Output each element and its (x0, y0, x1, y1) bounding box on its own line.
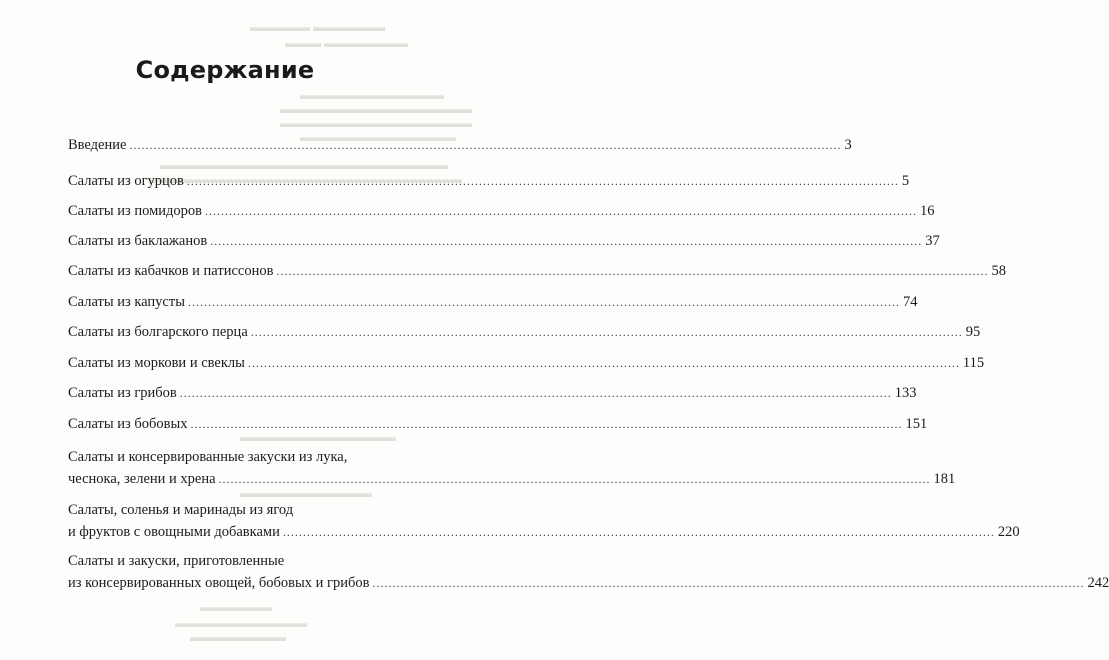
dot-leader (251, 321, 963, 343)
dot-leader (248, 352, 960, 374)
dot-leader (372, 572, 1084, 594)
toc-entry-title: Салаты из моркови и свеклы (68, 355, 245, 371)
dot-leader (129, 134, 841, 156)
show-through-text: ▬▬▬ ▬▬▬▬▬▬▬ (285, 36, 408, 50)
toc-entry (68, 382, 917, 404)
toc-entry-page: 115 (962, 355, 985, 371)
toc-entry (68, 321, 981, 343)
toc-entry-page: 133 (894, 385, 917, 401)
toc-entry-page: 37 (925, 233, 940, 249)
toc-entry (68, 170, 910, 192)
toc-entry-title: из консервированных овощей, бобовых и грибов (68, 575, 370, 591)
show-through-text: ▬▬▬▬▬▬▬▬▬▬▬▬▬▬▬▬▬▬▬▬▬▬▬▬ (160, 158, 448, 172)
toc-entry (68, 499, 1020, 543)
toc-entry-page: 74 (902, 294, 918, 310)
show-through-text: ▬▬▬▬▬▬▬▬▬▬▬▬▬▬▬▬ (280, 102, 472, 116)
toc-entry-page: 220 (997, 524, 1020, 540)
dot-leader (205, 200, 917, 222)
toc-entry (68, 446, 956, 490)
show-through-text: ▬▬▬▬▬▬▬▬▬▬▬ (240, 486, 372, 500)
toc-entry-page: 16 (920, 203, 935, 219)
toc-entry-title-line1: Салаты, соленья и маринады из ягод (68, 502, 294, 518)
dot-leader (276, 260, 988, 282)
show-through-text: ▬▬▬▬▬▬▬▬▬▬▬▬ (300, 88, 444, 102)
toc-entry-title: Салаты из кабачков и патиссонов (68, 263, 274, 279)
show-through-text: ▬▬▬▬▬▬▬▬▬▬▬ (175, 616, 307, 630)
toc-entry-title: Салаты из грибов (68, 385, 177, 401)
toc-entry-page: 181 (933, 471, 956, 487)
toc-entry-page: 3 (844, 137, 852, 153)
toc-entry (68, 291, 918, 313)
dot-leader (283, 521, 995, 543)
toc-entry-title: Салаты из болгарского перца (68, 324, 248, 340)
toc-entry (68, 200, 935, 222)
toc-entry-title: Салаты из огурцов (68, 173, 184, 189)
toc-entry (68, 260, 1006, 282)
dot-leader (219, 468, 931, 490)
show-through-text: ▬▬▬▬▬▬▬▬▬▬▬▬▬▬▬▬▬▬▬▬▬▬▬▬▬▬ (150, 172, 462, 186)
dot-leader (187, 170, 899, 192)
show-through-text: ▬▬▬▬▬ ▬▬▬▬▬▬ (250, 20, 385, 34)
toc-entry-page: 242 (1087, 575, 1109, 591)
toc-entry-page: 5 (901, 173, 910, 189)
show-through-text: ▬▬▬▬▬▬▬▬▬▬▬▬▬ (240, 430, 396, 444)
toc-entry (68, 134, 852, 156)
toc-entry-title-line1: Салаты и закуски, приготовленные (68, 553, 285, 569)
toc-entry (68, 352, 985, 374)
toc-entry-title: и фруктов с овощными добавками (68, 524, 280, 540)
show-through-text: ▬▬▬▬▬▬ (200, 600, 272, 614)
dot-leader (190, 413, 902, 435)
toc-entry-title: Салаты из бобовых (68, 416, 188, 432)
toc-entry-title: Введение (68, 137, 127, 153)
show-through-text: ▬▬▬▬▬▬▬▬ (190, 630, 286, 644)
toc-entry-title: чеснока, зелени и хрена (68, 471, 216, 487)
toc-entry-title: Салаты из капусты (68, 294, 185, 310)
toc-entry-title: Салаты из помидоров (68, 203, 202, 219)
toc-entry (68, 413, 928, 435)
toc-entry-page: 151 (905, 416, 928, 432)
page-title: Содержание (135, 56, 315, 84)
toc-entry-title: Салаты из баклажанов (68, 233, 208, 249)
show-through-text: ▬▬▬▬▬▬▬▬▬▬▬▬▬ (300, 130, 456, 144)
dot-leader (180, 382, 892, 404)
show-through-text: ▬▬▬▬▬▬▬▬▬▬▬▬▬▬▬▬ (280, 116, 472, 130)
toc-entry-page: 58 (991, 263, 1006, 279)
dot-leader (188, 291, 900, 313)
dot-leader (210, 230, 922, 252)
toc-entry (68, 230, 940, 252)
toc-entry-title-line1: Салаты и консервированные закуски из лука, (68, 449, 348, 465)
toc-entry-page: 95 (965, 324, 981, 340)
toc-entry (68, 550, 1109, 594)
